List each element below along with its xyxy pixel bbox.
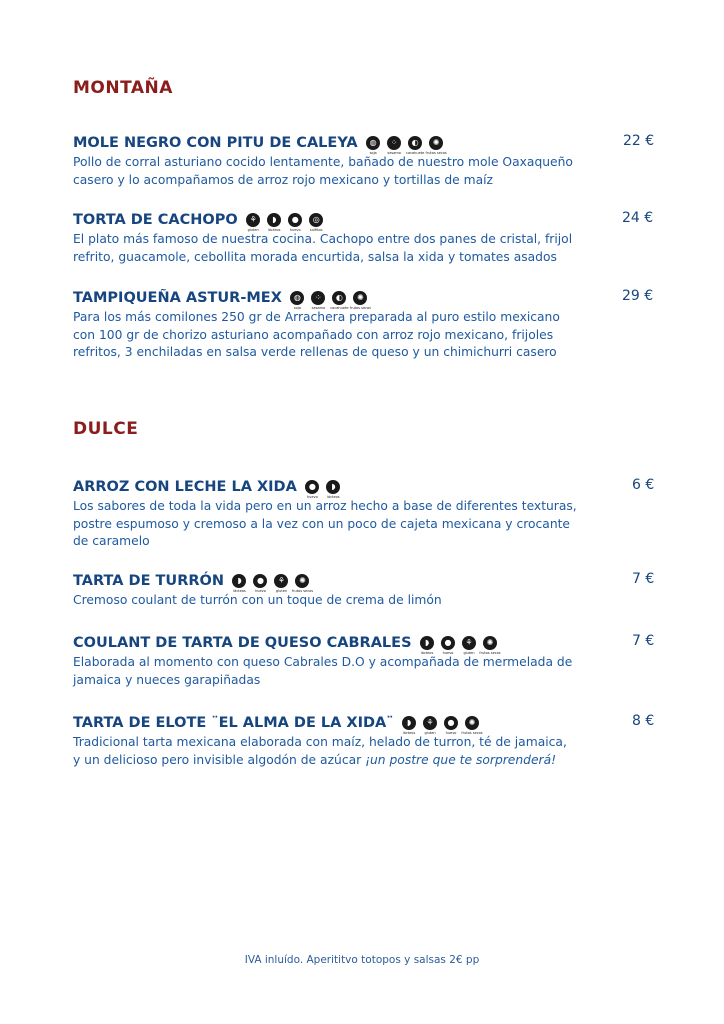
allergen-lacteos xyxy=(264,213,285,232)
lacteos-icon: ◗ xyxy=(420,636,434,650)
item-description: Elaborada al momento con queso Cabrales D.O y acompañada de mermelada de jamaica y nueces garapiñadas xyxy=(73,655,573,687)
allergen-frutos-secos xyxy=(480,636,501,655)
menu-item-tarta-de-turron xyxy=(73,571,663,610)
frutos-secos-icon: ✺ xyxy=(429,136,443,150)
lacteos-icon: ◗ xyxy=(232,574,246,588)
allergen-label: frutos secos xyxy=(461,730,483,735)
allergen-huevo xyxy=(438,636,459,655)
allergen-label: frutos secos xyxy=(291,588,314,593)
gluten-icon: ⚘ xyxy=(423,716,437,730)
item-name: ARROZ CON LECHE LA XIDA xyxy=(73,479,297,495)
allergen-label: soja xyxy=(293,305,301,310)
allergen-lacteos xyxy=(323,480,344,499)
gluten-icon: ⚘ xyxy=(274,574,288,588)
allergen-soja xyxy=(287,291,308,310)
allergen-label: huevo xyxy=(442,650,454,655)
soja-icon: ◍ xyxy=(366,136,380,150)
allergen-icons xyxy=(399,716,483,735)
huevo-icon: ● xyxy=(305,480,319,494)
allergen-label: gluten xyxy=(463,650,475,655)
item-name: TARTA DE TURRÓN xyxy=(73,573,224,589)
item-description-tagline: ¡un postre que te sorprenderá! xyxy=(365,752,557,767)
allergen-gluten xyxy=(243,213,264,232)
huevo-icon: ● xyxy=(444,716,458,730)
cacahuete-icon: ◐ xyxy=(408,136,422,150)
lacteos-icon: ◗ xyxy=(267,213,281,227)
allergen-frutos-secos xyxy=(292,574,313,593)
item-price: 8 € xyxy=(632,713,655,729)
huevo-icon: ● xyxy=(441,636,455,650)
allergen-frutos-secos xyxy=(350,291,371,310)
allergen-frutos-secos xyxy=(426,136,447,155)
item-price: 22 € xyxy=(623,133,655,149)
menu-item-tampiquena xyxy=(73,288,663,362)
allergen-cacahuete xyxy=(405,136,426,155)
allergen-icons xyxy=(243,213,327,232)
sesamo-icon: ⁘ xyxy=(387,136,401,150)
item-description: Cremoso coulant de turrón con un toque de crema de limón xyxy=(73,593,442,607)
allergen-icons xyxy=(287,291,371,310)
section-title-dulce: DULCE xyxy=(73,419,139,439)
item-name: TARTA DE ELOTE ¨EL ALMA DE LA XIDA¨ xyxy=(73,715,394,731)
allergen-label: soja xyxy=(369,150,377,155)
allergen-frutos-secos xyxy=(462,716,483,735)
frutos-secos-icon: ✺ xyxy=(295,574,309,588)
allergen-gluten xyxy=(459,636,480,655)
item-name: COULANT DE TARTA DE QUESO CABRALES xyxy=(73,635,412,651)
sesamo-icon: ⁘ xyxy=(311,291,325,305)
item-description: Pollo de corral asturiano cocido lentamente, bañado de nuestro mole Oaxaqueño casero y lo acompañamos de arroz rojo mexicano y tortillas de maíz xyxy=(73,155,573,187)
item-price: 24 € xyxy=(622,210,654,226)
allergen-label: huevo xyxy=(289,227,301,232)
item-description: Para los más comilones 250 gr de Arrachera preparada al puro estilo mexicano con 100 gr de chorizo asturiano acompañado con arroz rojo mexicano, frijoles refritos, 3 enchiladas en salsa verde rellenas de queso y un chimichurri casero xyxy=(73,310,560,359)
gluten-icon: ⚘ xyxy=(246,213,260,227)
allergen-sesamo xyxy=(384,136,405,155)
item-name: TORTA DE CACHOPO xyxy=(73,212,238,228)
menu-item-mole-negro xyxy=(73,133,663,189)
allergen-cacahuete xyxy=(329,291,350,310)
footer-note: IVA inluído. Aperititvo totopos y salsas 2€ pp xyxy=(244,954,480,966)
allergen-label: gluten xyxy=(247,227,259,232)
allergen-label: lácteos xyxy=(233,588,246,593)
menu-item-coulant-cabrales xyxy=(73,633,663,689)
item-name: TAMPIQUEÑA ASTUR-MEX xyxy=(73,290,282,306)
lacteos-icon: ◗ xyxy=(402,716,416,730)
allergen-label: cacahuete xyxy=(330,305,349,310)
section-title-montana: MONTAÑA xyxy=(73,78,173,98)
lacteos-icon: ◗ xyxy=(326,480,340,494)
allergen-icons xyxy=(363,136,447,155)
menu-item-tarta-de-elote xyxy=(73,713,663,769)
allergen-label: huevo xyxy=(255,588,266,593)
allergen-gluten xyxy=(420,716,441,735)
item-name: MOLE NEGRO CON PITU DE CALEYA xyxy=(73,135,358,151)
allergen-label: frutos secos xyxy=(349,305,371,310)
allergen-label: huevo xyxy=(445,730,457,735)
allergen-huevo xyxy=(250,574,271,593)
allergen-icons xyxy=(302,480,344,499)
frutos-secos-icon: ✺ xyxy=(353,291,367,305)
menu-item-torta-de-cachopo xyxy=(73,210,663,266)
huevo-icon: ● xyxy=(253,574,267,588)
item-description xyxy=(73,734,578,769)
gluten-icon: ⚘ xyxy=(462,636,476,650)
allergen-label: lácteos xyxy=(327,494,340,499)
allergen-soja xyxy=(363,136,384,155)
allergen-label: lácteos xyxy=(420,650,434,655)
allergen-lacteos xyxy=(229,574,250,593)
allergen-gluten xyxy=(271,574,292,593)
item-description: El plato más famoso de nuestra cocina. Cachopo entre dos panes de cristal, frijol refrito, guacamole, cebollita morada encurtida, salsa la xida y tomates asados xyxy=(73,232,573,264)
allergen-label: gluten xyxy=(424,730,436,735)
allergen-huevo xyxy=(441,716,462,735)
huevo-icon: ● xyxy=(288,213,302,227)
allergen-label: lácteos xyxy=(267,227,281,232)
allergen-label: frutos secos xyxy=(425,150,447,155)
allergen-label: cacahuete xyxy=(406,150,425,155)
frutos-secos-icon: ✺ xyxy=(465,716,479,730)
allergen-label: sulfitos xyxy=(309,227,323,232)
soja-icon: ◍ xyxy=(290,291,304,305)
allergen-label: lácteos xyxy=(402,730,416,735)
allergen-label: huevo xyxy=(306,494,318,499)
allergen-label: sesamo xyxy=(387,150,401,155)
item-price: 7 € xyxy=(632,571,655,587)
allergen-huevo xyxy=(285,213,306,232)
menu-item-arroz-con-leche xyxy=(73,477,663,551)
allergen-label: gluten xyxy=(275,588,288,593)
allergen-icons xyxy=(229,574,313,593)
allergen-lacteos xyxy=(399,716,420,735)
allergen-lacteos xyxy=(417,636,438,655)
cacahuete-icon: ◐ xyxy=(332,291,346,305)
sulfitos-icon: ◎ xyxy=(309,213,323,227)
allergen-huevo xyxy=(302,480,323,499)
allergen-icons xyxy=(417,636,501,655)
allergen-label: sesamo xyxy=(311,305,326,310)
item-price: 6 € xyxy=(632,477,655,493)
item-description-text: Tradicional tarta mexicana elaborada con maíz, helado de turron, té de jamaica, y un delicioso pero invisible algodón de azúcar xyxy=(73,735,567,767)
item-price: 7 € xyxy=(632,633,655,649)
allergen-label: frutos secos xyxy=(479,650,501,655)
frutos-secos-icon: ✺ xyxy=(483,636,497,650)
item-price: 29 € xyxy=(622,288,654,304)
allergen-sesamo xyxy=(308,291,329,310)
allergen-sulfitos xyxy=(306,213,327,232)
item-description: Los sabores de toda la vida pero en un arroz hecho a base de diferentes texturas, postre espumoso y cremoso a la vez con un poco de cajeta mexicana y crocante de caramelo xyxy=(73,499,577,548)
